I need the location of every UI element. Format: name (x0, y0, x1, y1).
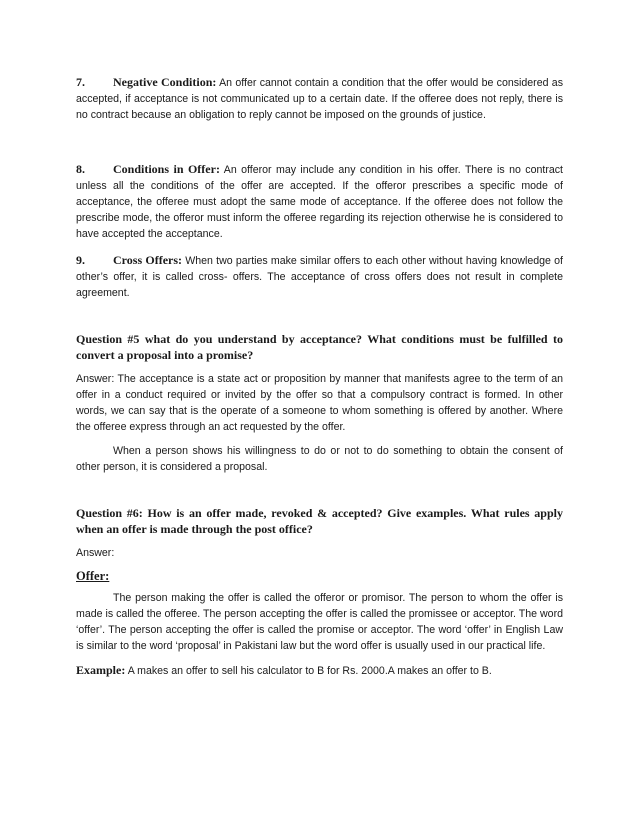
question-5-title: Question #5 what do you understand by acceptance? What conditions must be fulfilled to convert a proposal into a promise? (76, 332, 563, 362)
item-7-number: 7. (76, 75, 85, 89)
item-8-paragraph (76, 161, 563, 242)
document-body (76, 74, 563, 679)
offer-heading: Offer: (76, 569, 110, 583)
item-9-number: 9. (76, 253, 85, 267)
question-5-paragraph-2: When a person shows his willingness to do or not to do something to obtain the consent of other person, it is considered a proposal. (76, 445, 563, 473)
item-7-paragraph (76, 74, 563, 123)
item-9-text: When two parties make similar offers to each other without having knowledge of other’s offer, it is called cross- offers. The acceptance of cross offers does not result in complete agreement. (76, 255, 563, 299)
item-7-term: Negative Condition: (113, 75, 217, 89)
question-6-title: Question #6: How is an offer made, revoked & accepted? Give examples. What rules apply when an offer is made through the post office? (76, 506, 563, 536)
example-label: Example: (76, 663, 126, 677)
offer-paragraph: The person making the offer is called the offeror or promisor. The person to whom the offer is made is called the offeree. The person accepting the offer is called the promissee or acceptor. The word ‘offer’. The person accepting the offer is called the promise or acceptor. The word ‘offer’ in English Law is similar to the word ‘proposal’ in Pakistani law but the word offer is usually used in our practical life. (76, 592, 563, 652)
question-5-answer: Answer: The acceptance is a state act or proposition by manner that manifests agree to the term of an offer in a conduct required or invited by the offer so that a compulsory contract is formed. In other words, we can say that is the operate of a someone to whom something is offered by another. Where the offeree express through an act requested by the offer. (76, 373, 563, 433)
example-paragraph (76, 662, 563, 679)
item-7-text: An offer cannot contain a condition that the offer would be considered as accepted, if acceptance is not communicated up to a certain date. If the offeree does not reply, there is no contract because an obligation to reply cannot be imposed on the grounds of justice. (76, 77, 563, 121)
item-9-term: Cross Offers: (113, 253, 183, 267)
example-text: A makes an offer to sell his calculator to B for Rs. 2000.A makes an offer to B. (125, 665, 492, 677)
item-8-term: Conditions in Offer: (113, 162, 220, 176)
item-8-number: 8. (76, 162, 85, 176)
answer-label: Answer: (76, 547, 115, 559)
item-9-paragraph (76, 252, 563, 301)
item-8-text: An offeror may include any condition in his offer. There is no contract unless all the conditions of the offer are accepted. If the offeror prescribes a specific mode of acceptance, the offeree must adopt the same mode of acceptance. If the offeree does not follow the prescribe mode, the offeror must inform the offeree regarding its rejection otherwise he is considered to have accepted the acceptance. (76, 164, 563, 240)
